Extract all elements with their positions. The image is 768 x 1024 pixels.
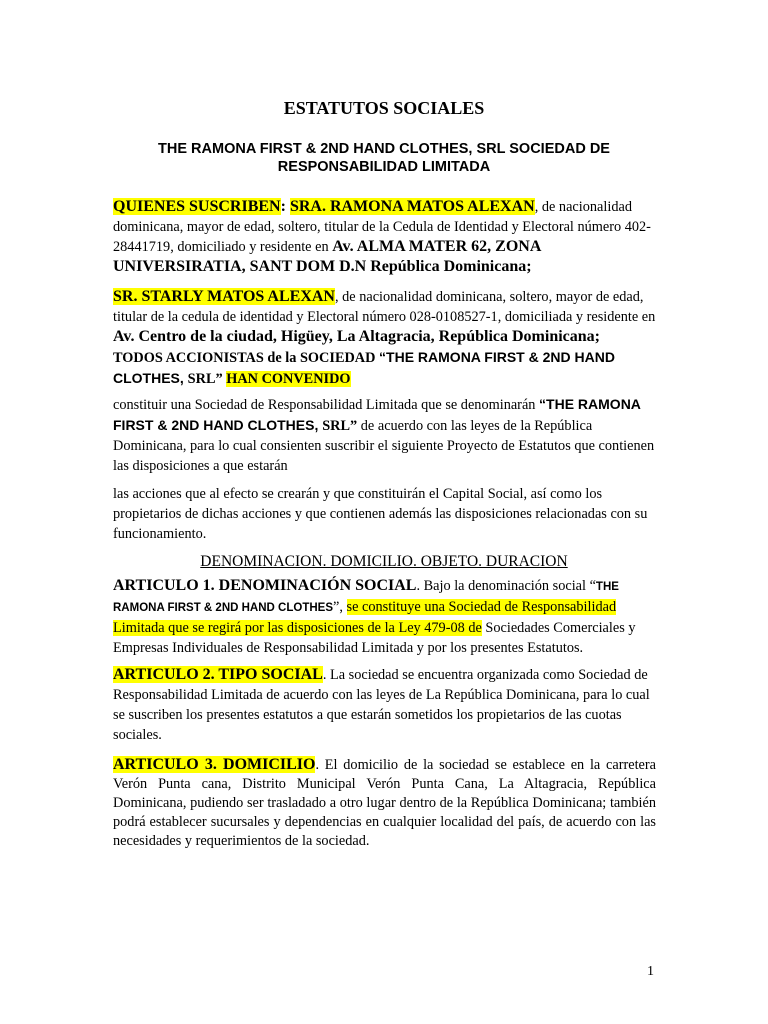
article-3: ARTICULO 3. DOMICILIO. El domicilio de la sociedad se establece en la carretera Verón Punta cana, Distrito Municipal Verón Punta Cana, La Altagracia, República Dominicana, pudiendo ser trasladado a otro lugar dentro de la República Dominicana; también podrá establecer sucursales y dependencias en cualquier localidad del país, de acuerdo con las necesidades y requerimientos de la sociedad. — [113, 756, 656, 849]
article-2-label: ARTICULO 2. TIPO SOCIAL — [113, 666, 323, 683]
ramona-name: SRA. RAMONA MATOS ALEXAN — [289, 198, 535, 215]
paragraph-constituir: constituir una Sociedad de Responsabilidad Limitada que se denominarán “THE RAMONA FIRST & 2ND HAND CLOTHES, SRL” de acuerdo con las leyes de la República Dominicana, para lo cual consienten suscribir el siguiente Proyecto de Estatutos que contienen las disposiciones a que estarán — [113, 396, 655, 474]
page-number: 1 — [647, 964, 654, 979]
paragraph-starly: SR. STARLY MATOS ALEXAN, de nacionalidad dominicana, soltero, mayor de edad, titular de la cedula de identidad y Electoral número 028-0108527-1, domiciliada y residente en Av. Centro de la ciudad, Higüey, La Altagracia, República Dominicana; — [113, 288, 656, 345]
starly-address: Av. Centro de la ciudad, Higüey, La Altagracia, República Dominicana; — [113, 328, 600, 345]
paragraph-acciones: las acciones que al efecto se crearán y que constituirán el Capital Social, así como los propietarios de dichas acciones y que contienen además las disposiciones relacionadas con su funcionamiento. — [113, 486, 648, 542]
article-1: ARTICULO 1. DENOMINACIÓN SOCIAL. Bajo la denominación social “THE RAMONA FIRST & 2ND HAND CLOTHES”, se constituye una Sociedad de Responsabilidad Limitada que se regirá por las disposiciones de la Ley 479-08 de Sociedades Comerciales y Empresas Individuales de Responsabilidad Limitada y por los presentes Estatutos. — [113, 577, 636, 656]
article-3-label: ARTICULO 3. DOMICILIO — [113, 756, 316, 773]
starly-name: SR. STARLY MATOS ALEXAN — [113, 288, 335, 305]
paragraph-quienes-suscriben: QUIENES SUSCRIBEN: SRA. RAMONA MATOS ALEXAN, de nacionalidad dominicana, mayor de edad, soltero, titular de la Cedula de Identidad y Electoral número 402-28441719, domiciliado y residente en Av. ALMA MATER 62, ZONA UNIVERSIRATIA, SANT DOM D.N República Dominicana; — [113, 198, 651, 275]
article-1-highlight: se constituye una Sociedad de Responsabilidad Limitada que se regirá por las disposiciones de la Ley 479-08 de — [113, 599, 617, 636]
article-1-company-name: THE RAMONA FIRST & 2ND HAND CLOTHES — [113, 581, 619, 614]
document-title: ESTATUTOS SOCIALES — [283, 98, 485, 118]
ramona-address: Av. ALMA MATER 62, ZONA UNIVERSIRATIA, SANT DOM D.N República Dominicana; — [113, 238, 541, 275]
article-1-label: ARTICULO 1 — [113, 577, 211, 594]
document-subtitle: THE RAMONA FIRST & 2ND HAND CLOTHES, SRL SOCIEDAD DE RESPONSABILIDAD LIMITADA — [158, 141, 610, 175]
quienes-suscriben-label: QUIENES SUSCRIBEN — [113, 198, 281, 215]
paragraph-accionistas: TODOS ACCIONISTAS de la SOCIEDAD “THE RAMONA FIRST & 2ND HAND CLOTHES, SRL” HAN CONVENIDO — [113, 349, 615, 387]
article-1-title: . DENOMINACIÓN SOCIAL — [210, 577, 417, 594]
han-convenido: HAN CONVENIDO — [226, 371, 351, 387]
article-2: ARTICULO 2. TIPO SOCIAL. La sociedad se encuentra organizada como Sociedad de Responsabilidad Limitada de acuerdo con las leyes de La República Dominicana, para lo cual se suscriben los presentes estatutos a que estarán sometidos los propietarios de las cuotas sociales. — [113, 666, 650, 743]
section-heading: DENOMINACION. DOMICILIO. OBJETO. DURACION — [200, 553, 568, 570]
